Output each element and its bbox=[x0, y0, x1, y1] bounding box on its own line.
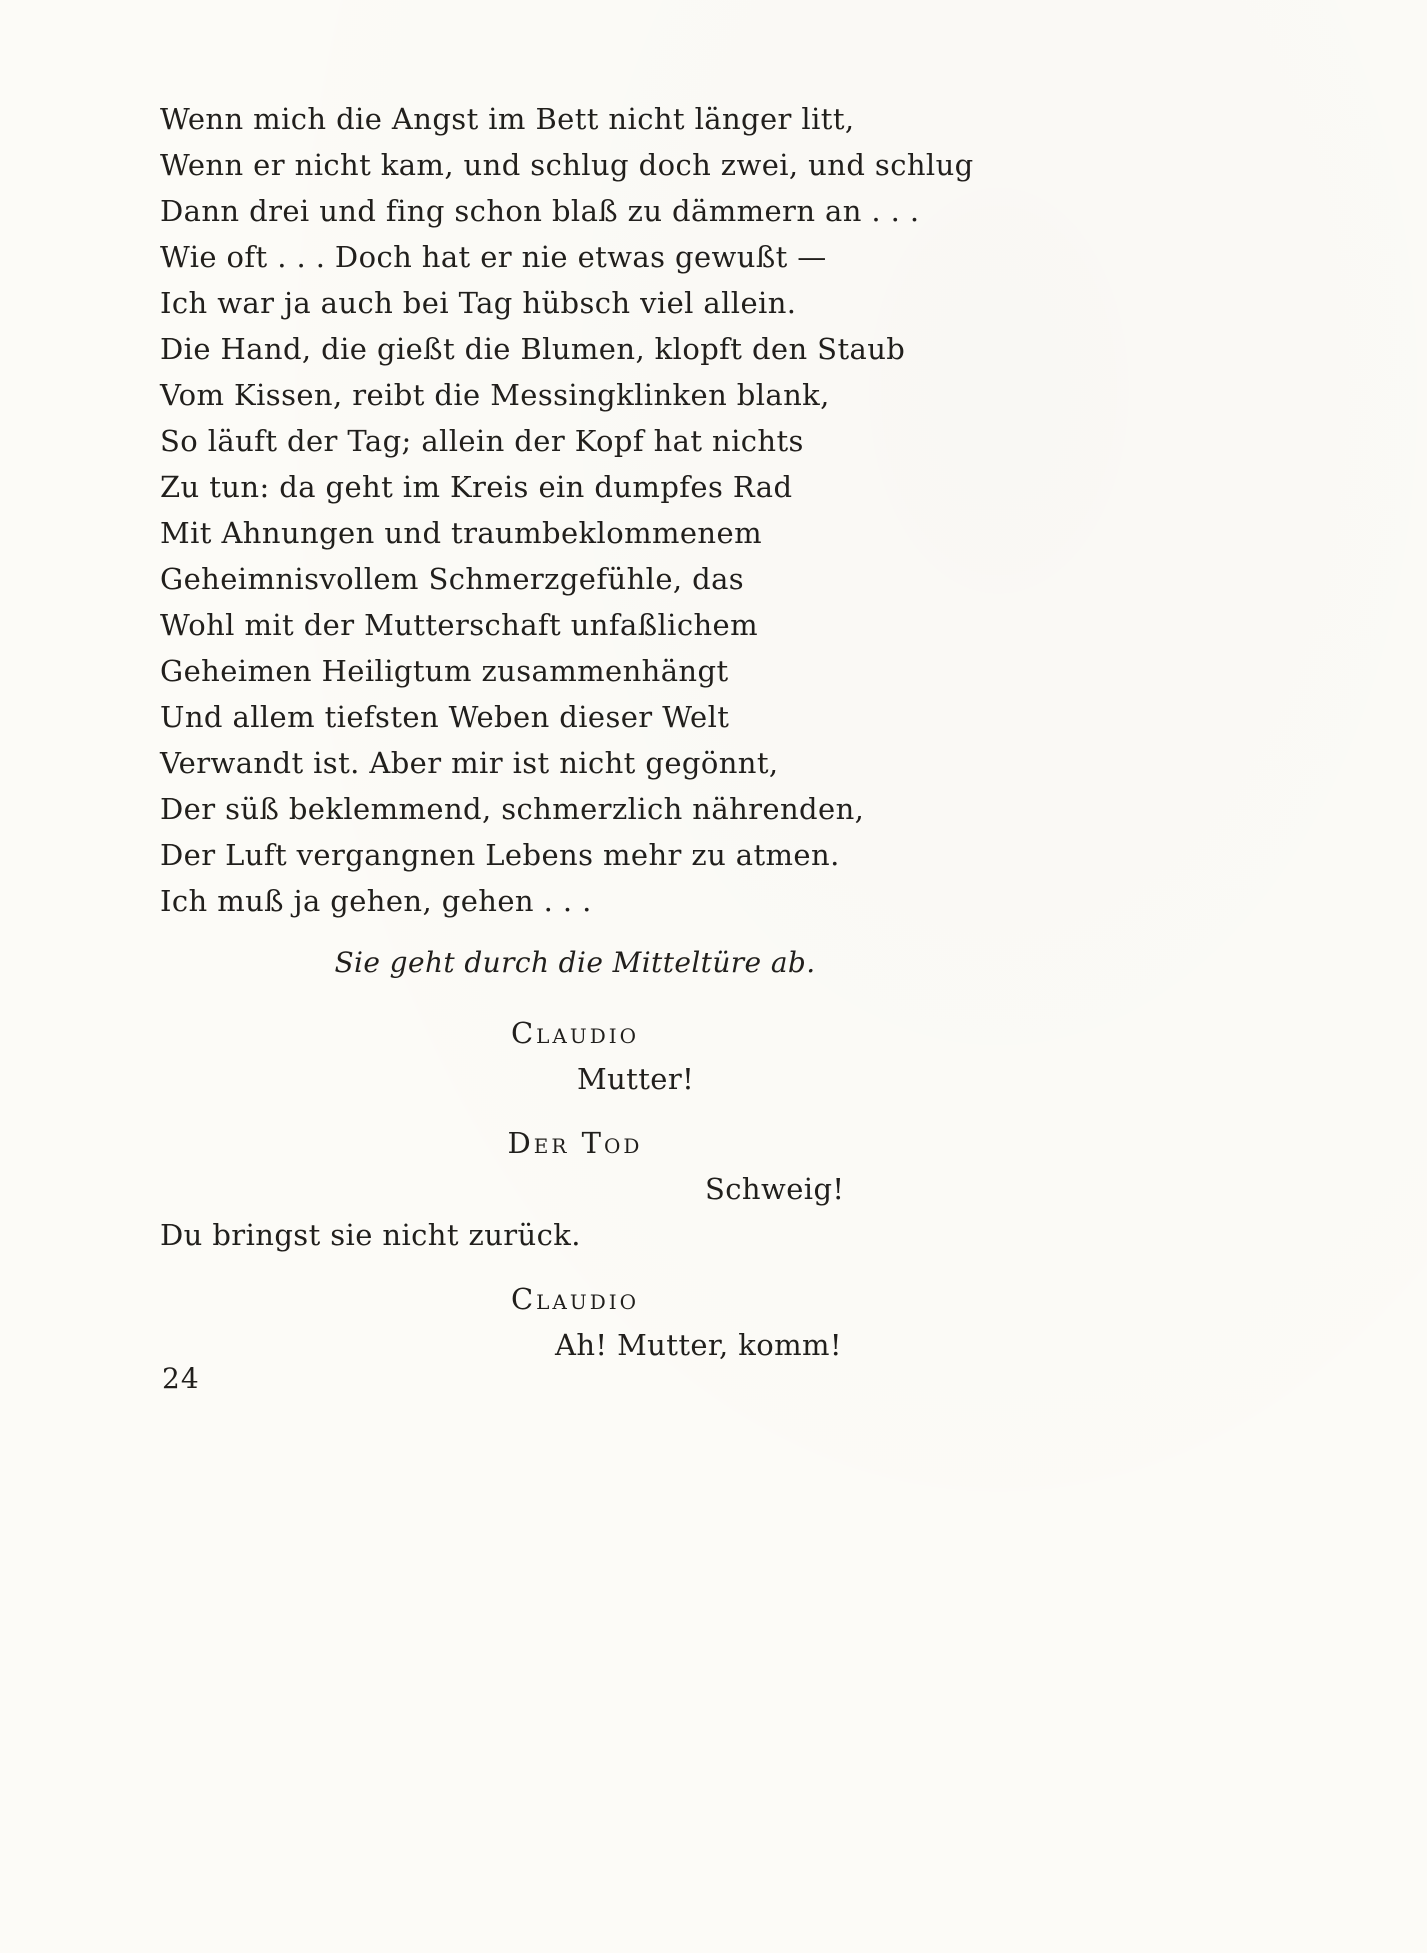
verse-line: Die Hand, die gießt die Blumen, klopft den Staub bbox=[160, 332, 906, 366]
page-number: 24 bbox=[162, 1362, 200, 1395]
verse-line: Der süß beklemmend, schmerzlich nährenden, bbox=[160, 792, 865, 826]
verse-line: Zu tun: da geht im Kreis ein dumpfes Rad bbox=[160, 470, 793, 504]
verse-line: Dann drei und fing schon blaß zu dämmern an . . . bbox=[160, 194, 920, 228]
speaker-name-claudio: Claudio bbox=[510, 1282, 640, 1316]
dialogue-line: Du bringst sie nicht zurück. bbox=[160, 1218, 581, 1252]
speaker-name-claudio: Claudio bbox=[510, 1016, 640, 1050]
dialogue-line: Mutter! bbox=[577, 1062, 695, 1096]
verse-line: Wie oft . . . Doch hat er nie etwas gewußt — bbox=[160, 240, 827, 274]
dialogue-line: Schweig! bbox=[705, 1172, 845, 1206]
speaker-name-der-tod: Der Tod bbox=[507, 1126, 643, 1160]
dialogue-line: Ah! Mutter, komm! bbox=[555, 1328, 842, 1362]
verse-line: Geheimen Heiligtum zusammenhängt bbox=[160, 654, 729, 688]
verse-line: Wenn er nicht kam, und schlug doch zwei, und schlug bbox=[160, 148, 974, 182]
verse-line: Ich muß ja gehen, gehen . . . bbox=[160, 884, 592, 918]
verse-line: Geheimnisvollem Schmerzgefühle, das bbox=[160, 562, 745, 596]
verse-line: Mit Ahnungen und traumbeklommenem bbox=[160, 516, 762, 550]
verse-line: Ich war ja auch bei Tag hübsch viel allein. bbox=[160, 286, 797, 320]
verse-line: Vom Kissen, reibt die Messingklinken blank, bbox=[160, 378, 830, 412]
verse-line: So läuft der Tag; allein der Kopf hat nichts bbox=[160, 424, 804, 458]
stage-direction: Sie geht durch die Mitteltüre ab. bbox=[334, 946, 816, 979]
verse-line: Wohl mit der Mutterschaft unfaßlichem bbox=[160, 608, 758, 642]
verse-line: Verwandt ist. Aber mir ist nicht gegönnt, bbox=[160, 746, 779, 780]
verse-line: Der Luft vergangnen Lebens mehr zu atmen. bbox=[160, 838, 840, 872]
verse-line: Und allem tiefsten Weben dieser Welt bbox=[160, 700, 730, 734]
verse-line: Wenn mich die Angst im Bett nicht länger litt, bbox=[160, 102, 855, 136]
text-block bbox=[160, 96, 990, 1368]
